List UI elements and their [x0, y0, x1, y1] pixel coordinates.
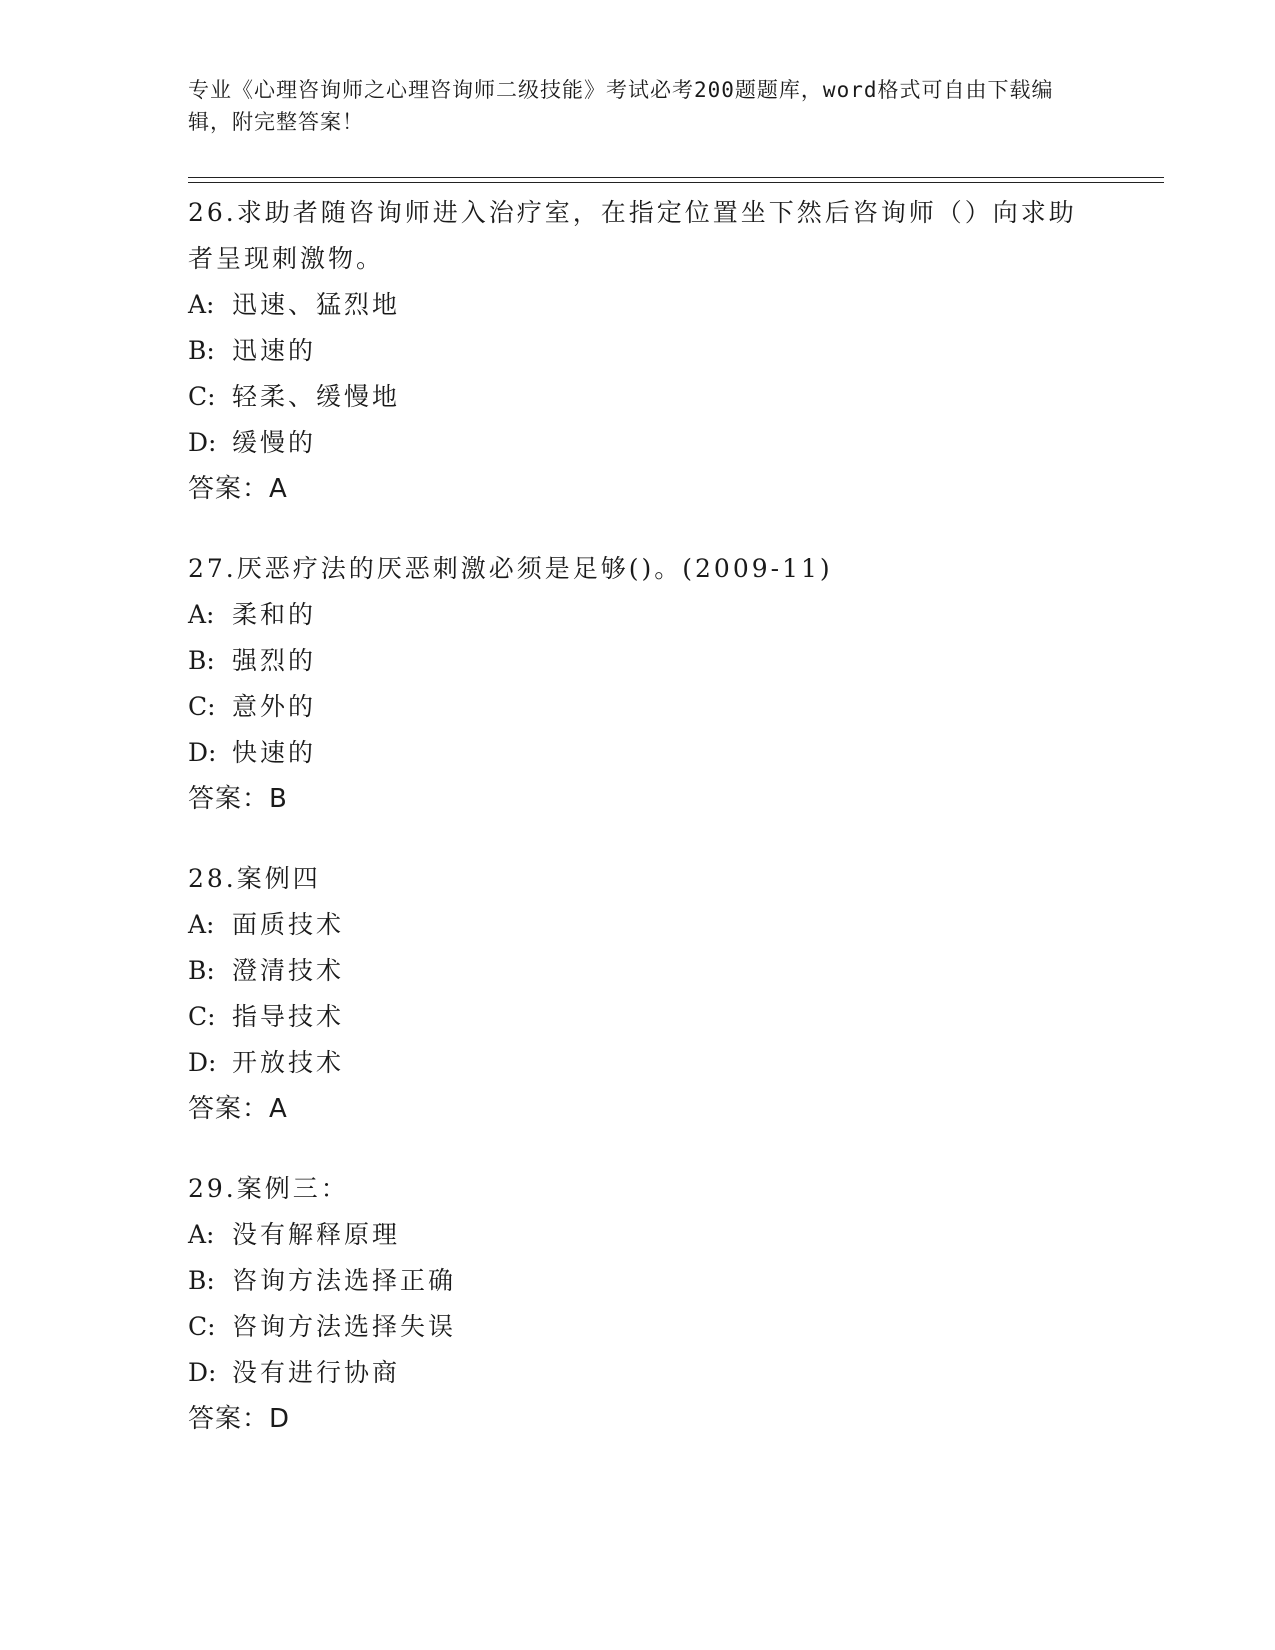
- option-letter: C:: [188, 1002, 216, 1031]
- option-list: [188, 902, 1088, 1086]
- option-d: [188, 730, 1088, 776]
- option-letter: C:: [188, 382, 216, 411]
- option-letter: B:: [188, 646, 215, 675]
- option-d: [188, 1040, 1088, 1086]
- option-d: [188, 420, 1088, 466]
- option-b: [188, 1258, 1088, 1304]
- option-letter: D:: [188, 1048, 217, 1077]
- option-b: [188, 948, 1088, 994]
- option-letter: D:: [188, 1358, 217, 1387]
- question-28: [188, 856, 1088, 1132]
- option-letter: D:: [188, 428, 217, 457]
- option-c: [188, 374, 1088, 420]
- option-c: [188, 1304, 1088, 1350]
- option-text: 没有进行协商: [232, 1358, 401, 1387]
- option-text: 开放技术: [232, 1048, 345, 1077]
- question-26: [188, 190, 1088, 512]
- option-text: 指导技术: [232, 1002, 345, 1031]
- option-letter: A:: [188, 290, 215, 319]
- option-text: 澄清技术: [232, 956, 345, 985]
- answer-line: 答案：B: [188, 784, 288, 814]
- option-text: 柔和的: [232, 600, 317, 629]
- answer-line: 答案：D: [188, 1404, 291, 1434]
- answer-line: 答案：A: [188, 1094, 288, 1124]
- option-text: 面质技术: [232, 910, 345, 939]
- option-letter: C:: [188, 1312, 216, 1341]
- option-a: [188, 592, 1088, 638]
- option-letter: A:: [188, 600, 215, 629]
- question-27: [188, 546, 1088, 822]
- option-text: 轻柔、缓慢地: [232, 382, 401, 411]
- option-letter: D:: [188, 738, 217, 767]
- option-text: 快速的: [232, 738, 317, 767]
- option-letter: C:: [188, 692, 216, 721]
- question-stem: 26.求助者随咨询师进入治疗室，在指定位置坐下然后咨询师（）向求助者呈现刺激物。: [188, 198, 1077, 273]
- option-b: [188, 328, 1088, 374]
- option-list: [188, 282, 1088, 466]
- option-a: [188, 282, 1088, 328]
- option-list: [188, 1212, 1088, 1396]
- option-letter: B:: [188, 956, 215, 985]
- option-a: [188, 1212, 1088, 1258]
- option-text: 咨询方法选择正确: [232, 1266, 457, 1295]
- option-text: 咨询方法选择失误: [232, 1312, 457, 1341]
- option-text: 迅速、猛烈地: [232, 290, 401, 319]
- option-c: [188, 684, 1088, 730]
- option-letter: B:: [188, 1266, 215, 1295]
- option-list: [188, 592, 1088, 776]
- option-letter: B:: [188, 336, 215, 365]
- header-divider-top: [188, 177, 1164, 178]
- option-text: 缓慢的: [232, 428, 317, 457]
- option-text: 迅速的: [232, 336, 317, 365]
- option-b: [188, 638, 1088, 684]
- header-divider-bottom: [188, 182, 1164, 183]
- question-stem: 28.案例四: [188, 864, 321, 893]
- document-intro: 专业《心理咨询师之心理咨询师二级技能》考试必考200题题库，word格式可自由下载编辑，附完整答案！: [188, 78, 1054, 134]
- question-stem: 27.厌恶疗法的厌恶刺激必须是足够()。(2009-11): [188, 554, 833, 583]
- option-c: [188, 994, 1088, 1040]
- option-letter: A:: [188, 910, 215, 939]
- option-text: 强烈的: [232, 646, 317, 675]
- option-text: 意外的: [232, 692, 317, 721]
- question-stem: 29.案例三：: [188, 1174, 349, 1203]
- option-letter: A:: [188, 1220, 215, 1249]
- option-a: [188, 902, 1088, 948]
- option-d: [188, 1350, 1088, 1396]
- answer-line: 答案：A: [188, 474, 288, 504]
- option-text: 没有解释原理: [232, 1220, 401, 1249]
- question-29: [188, 1166, 1088, 1442]
- question-list: [188, 190, 1088, 1476]
